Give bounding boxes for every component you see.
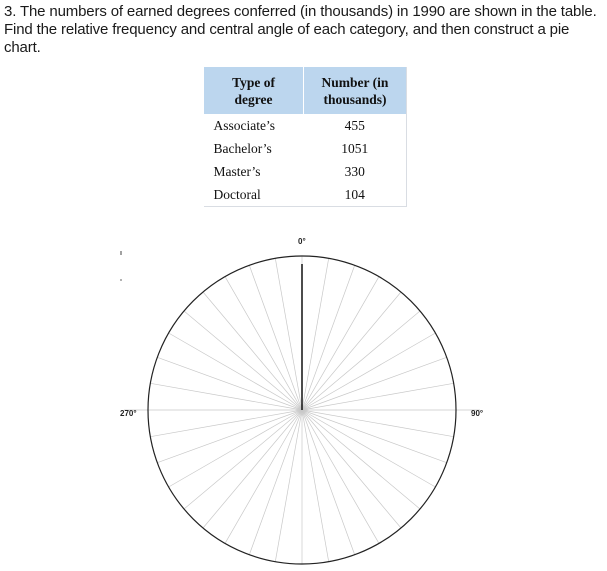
degrees-table	[203, 67, 407, 207]
table-header-row	[204, 67, 407, 114]
header-number	[304, 67, 407, 114]
header-label: Type of degree	[232, 74, 275, 107]
protractor-circle	[0, 228, 607, 571]
table-row	[204, 160, 407, 183]
cell-number: 1051	[341, 141, 369, 156]
label-90-degrees: 90°	[471, 409, 484, 418]
cell-number: 330	[344, 164, 365, 179]
header-label: Number (in thousands)	[321, 74, 389, 107]
cell-type: Doctoral	[204, 183, 304, 207]
cell-type: Bachelor’s	[213, 141, 272, 156]
table-row	[204, 183, 407, 207]
label-0-degrees: 0°	[298, 237, 306, 246]
cell-number: 104	[304, 183, 407, 207]
problem-statement: 3. The numbers of earned degrees conferred (in thousands) in 1990 are shown in the table. Find the relative frequency and central angle of each category, and then construct a pie chart.	[4, 3, 597, 56]
cell-type: Master’s	[213, 164, 261, 179]
cell-type: Associate’s	[213, 118, 275, 133]
cell-number: 455	[344, 118, 365, 133]
table-row	[204, 114, 407, 137]
table-row	[204, 137, 407, 160]
header-type-of-degree	[204, 67, 304, 114]
label-270-degrees: 270°	[120, 409, 137, 418]
